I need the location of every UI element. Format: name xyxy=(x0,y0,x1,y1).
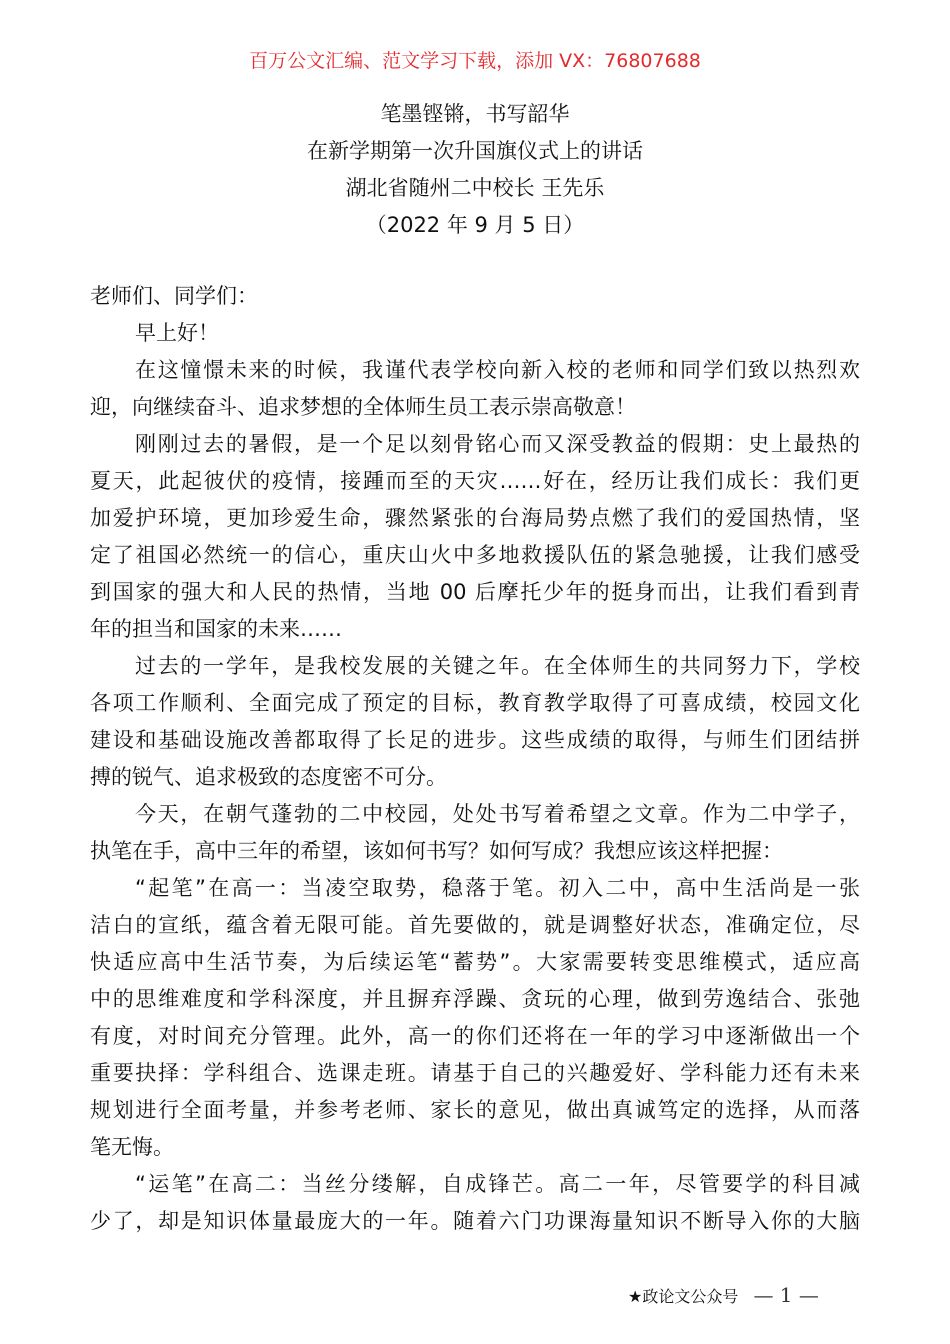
text-line: 早上好！ xyxy=(135,321,219,345)
text-line: 刚刚过去的暑假，是一个足以刻骨铭心而又深受教益的假期：史上最热的 xyxy=(135,432,860,456)
speech-title: 笔墨铿锵，书写韶华 xyxy=(380,102,570,126)
text-line: 搏的锐气、追求极致的态度密不可分。 xyxy=(90,765,447,789)
text-line: 迎，向继续奋斗、追求梦想的全体师生员工表示崇高敬意！ xyxy=(90,395,636,419)
page-footer xyxy=(628,1283,819,1307)
text-line: 各项工作顺利、全面完成了预定的目标，教育教学取得了可喜成绩，校园文化 xyxy=(90,691,860,715)
speech-date: （2022 年 9 月 5 日） xyxy=(365,213,585,237)
page-number: — 1 — xyxy=(753,1283,819,1307)
text-line: 夏天，此起彼伏的疫情，接踵而至的天灾……好在，经历让我们成长：我们更 xyxy=(90,469,860,493)
text-line: 定了祖国必然统一的信心，重庆山火中多地救援队伍的紧急驰援，让我们感受 xyxy=(90,543,860,567)
text-line: 洁白的宣纸，蕴含着无限可能。首先要做的，就是调整好状态，准确定位，尽 xyxy=(90,913,860,937)
text-line: “起笔”在高一：当凌空取势，稳落于笔。初入二中，高中生活尚是一张 xyxy=(135,876,860,900)
text-line: 建设和基础设施改善都取得了长足的进步。这些成绩的取得，与师生们团结拼 xyxy=(90,728,860,752)
text-line: 过去的一学年，是我校发展的关键之年。在全体师生的共同努力下，学校 xyxy=(135,654,860,678)
text-line: 有度，对时间充分管理。此外，高一的你们还将在一年的学习中逐渐做出一个 xyxy=(90,1024,860,1048)
footer-source: ★政论文公众号 xyxy=(628,1287,739,1306)
text-line: 中的思维难度和学科深度，并且摒弃浮躁、贪玩的心理，做到劳逸结合、张弛 xyxy=(90,987,860,1011)
text-line: 年的担当和国家的未来…… xyxy=(90,617,342,641)
text-line: 加爱护环境，更加珍爱生命，骤然紧张的台海局势点燃了我们的爱国热情，坚 xyxy=(90,506,860,530)
text-line: 重要抉择：学科组合、选课走班。请基于自己的兴趣爱好、学科能力还有未来 xyxy=(90,1061,860,1085)
text-line: 在这憧憬未来的时候，我谨代表学校向新入校的老师和同学们致以热烈欢 xyxy=(135,358,860,382)
title-block xyxy=(0,96,950,244)
text-line: 少了，却是知识体量最庞大的一年。随着六门功课海量知识不断导入你的大脑 xyxy=(90,1209,860,1233)
text-line: 快适应高中生活节奏，为后续运笔“蓄势”。大家需要转变思维模式，适应高 xyxy=(90,950,860,974)
text-line: 规划进行全面考量，并参考老师、家长的意见，做出真诚笃定的选择，从而落 xyxy=(90,1098,860,1122)
speech-subtitle: 在新学期第一次升国旗仪式上的讲话 xyxy=(307,139,643,163)
text-line: 今天，在朝气蓬勃的二中校园，处处书写着希望之文章。作为二中学子， xyxy=(135,802,860,826)
speech-body xyxy=(90,278,860,1240)
text-line: 执笔在手，高中三年的希望，该如何书写？如何写成？我想应该这样把握： xyxy=(90,839,783,863)
speaker-line: 湖北省随州二中校长 王先乐 xyxy=(345,176,605,200)
watermark-banner: 百万公文汇编、范文学习下载，添加 VX：76807688 xyxy=(249,50,701,72)
text-line: 老师们、同学们： xyxy=(90,284,258,308)
text-line: 到国家的强大和人民的热情，当地 00 后摩托少年的挺身而出，让我们看到青 xyxy=(90,580,860,604)
text-line: “运笔”在高二：当丝分缕解，自成锋芒。高二一年，尽管要学的科目减 xyxy=(135,1172,860,1196)
text-line: 笔无悔。 xyxy=(90,1135,174,1159)
